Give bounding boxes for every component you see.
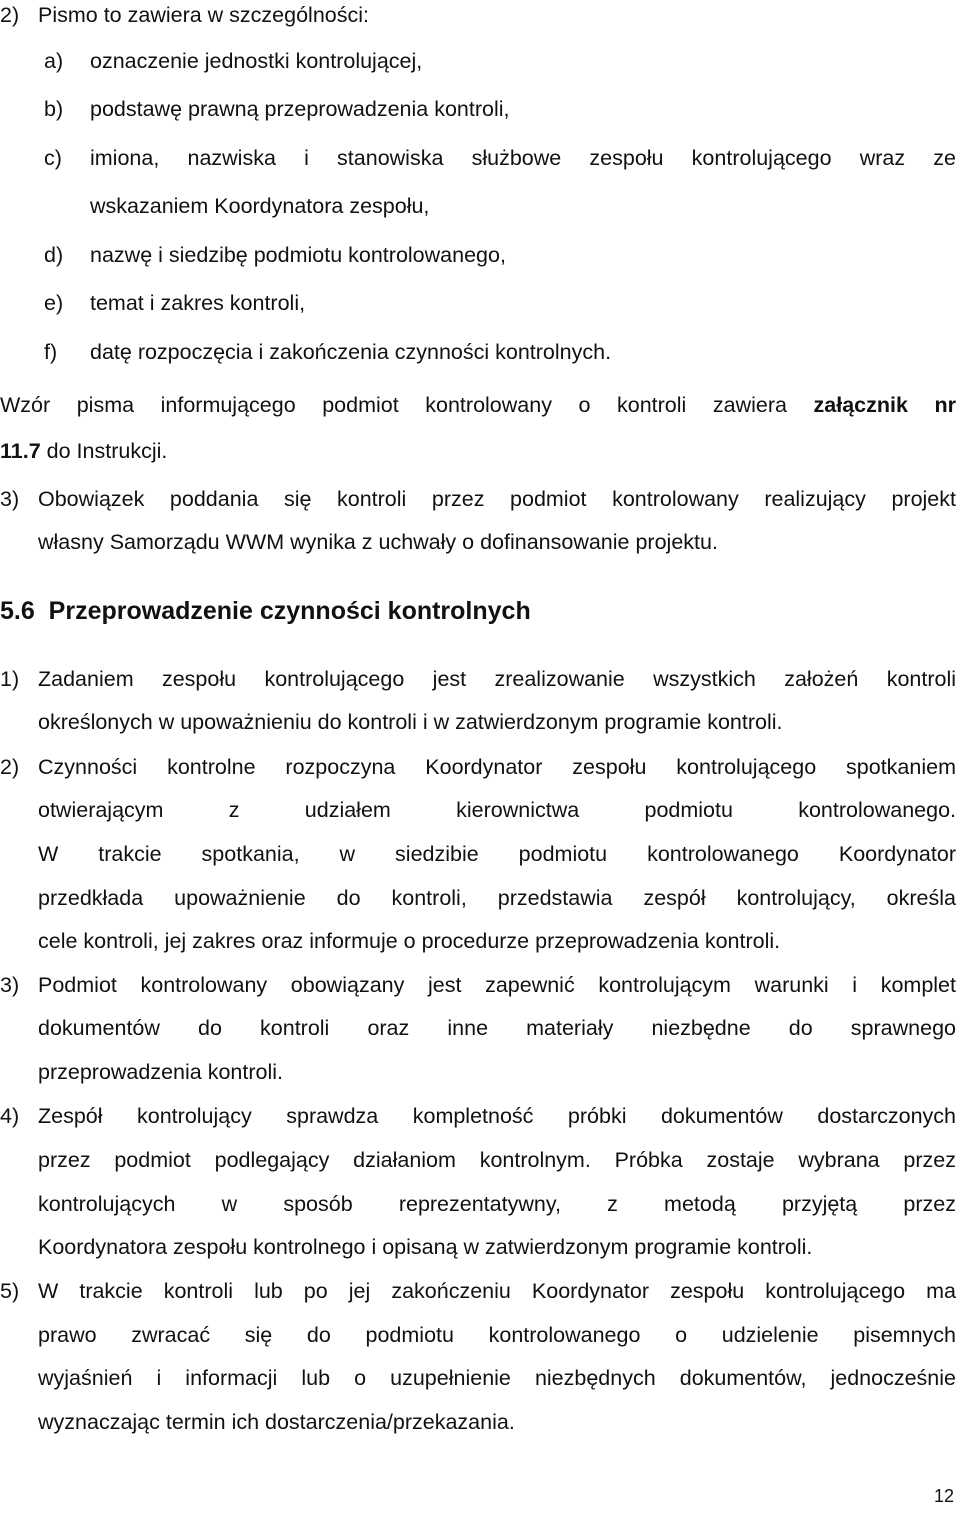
subitem-text: imiona, nazwiska i stanowiska służbowe zespołu kontrolującego wraz ze [90,146,956,170]
item-number: 3) [0,973,20,997]
item-number: 1) [0,667,20,691]
subitem-letter: e) [44,291,64,315]
item-text: Zespół kontrolujący sprawdza kompletność próbki dokumentów dostarczonych [38,1104,956,1128]
subitem-text: temat i zakres kontroli, [90,291,306,315]
template-reference-line [0,436,167,466]
item-number: 3) [0,487,20,511]
item-text: Obowiązek poddania się kontroli przez podmiot kontrolowany realizujący projekt [38,487,956,511]
section-title: Przeprowadzenie czynności kontrolnych [48,597,531,625]
item-text: W trakcie spotkania, w siedzibie podmiotu kontrolowanego Koordynator [38,842,956,866]
template-reference-text: do Instrukcji. [46,439,168,463]
item-text: otwierającym z udziałem kierownictwa podmiotu kontrolowanego. [38,798,956,822]
template-reference-text: Wzór pisma informującego podmiot kontrolowany o kontroli zawiera [0,393,787,417]
item-text: przez podmiot podlegający działaniom kontrolnym. Próbka zostaje wybrana przez [38,1148,956,1172]
section-number: 5.6 [0,597,35,625]
section-heading [0,594,531,628]
item-text: cele kontroli, jej zakres oraz informuje o procedurze przeprowadzenia kontroli. [38,929,781,953]
template-reference-attachment: załącznik nr [813,393,956,417]
item-number: 2) [0,755,20,779]
item-text: prawo zwracać się do podmiotu kontrolowanego o udzielenie pisemnych [38,1323,956,1347]
item-number: 2) [0,3,20,27]
subitem-text: oznaczenie jednostki kontrolującej, [90,49,423,73]
subitem-letter: f) [44,340,58,364]
template-reference-line [0,390,956,420]
subitem-letter: b) [44,97,64,121]
subitem-letter: d) [44,243,64,267]
subitem-text: podstawę prawną przeprowadzenia kontroli, [90,97,510,121]
subitem-letter: c) [44,146,62,170]
item-text: Czynności kontrolne rozpoczyna Koordynator zespołu kontrolującego spotkaniem [38,755,956,779]
item-text: wyjaśnień i informacji lub o uzupełnienie niezbędnych dokumentów, jednocześnie [38,1366,956,1390]
item-text: własny Samorządu WWM wynika z uchwały o dofinansowanie projektu. [38,530,718,554]
subitem-text: wskazaniem Koordynatora zespołu, [90,194,430,218]
item-text: przeprowadzenia kontroli. [38,1060,283,1084]
item-number: 4) [0,1104,20,1128]
item-text: W trakcie kontroli lub po jej zakończeniu Koordynator zespołu kontrolującego ma [38,1279,956,1303]
item-text: Pismo to zawiera w szczególności: [38,3,369,27]
item-text: Koordynatora zespołu kontrolnego i opisaną w zatwierdzonym programie kontroli. [38,1235,813,1259]
attachment-number: 11.7 [0,439,41,463]
page-number: 12 [933,1486,954,1506]
item-text: dokumentów do kontroli oraz inne materiały niezbędne do sprawnego [38,1016,956,1040]
subitem-letter: a) [44,49,64,73]
subitem-text: datę rozpoczęcia i zakończenia czynności kontrolnych. [90,340,612,364]
item-text: określonych w upoważnieniu do kontroli i w zatwierdzonym programie kontroli. [38,710,783,734]
item-text: Podmiot kontrolowany obowiązany jest zapewnić kontrolującym warunki i komplet [38,973,956,997]
item-text: kontrolujących w sposób reprezentatywny, z metodą przyjętą przez [38,1192,956,1216]
item-text: Zadaniem zespołu kontrolującego jest zrealizowanie wszystkich założeń kontroli [38,667,956,691]
item-text: wyznaczając termin ich dostarczenia/przekazania. [38,1410,515,1434]
subitem-text: nazwę i siedzibę podmiotu kontrolowanego, [90,243,506,267]
item-text: przedkłada upoważnienie do kontroli, przedstawia zespół kontrolujący, określa [38,886,956,910]
item-number: 5) [0,1279,20,1303]
